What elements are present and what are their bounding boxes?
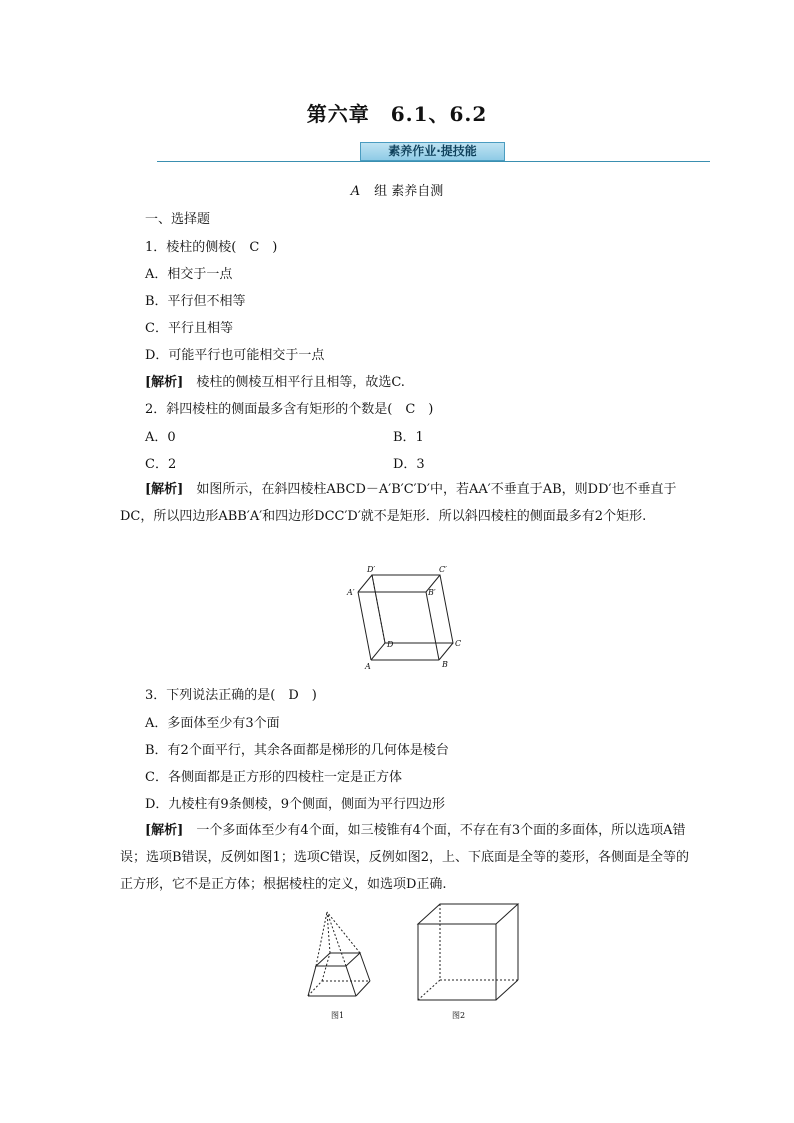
q1-option-a: A．相交于一点 [145,267,233,282]
q2-analysis [120,476,690,530]
figure-2-caption: 图2 [452,1011,466,1020]
section-title: 一、选择题 [145,212,211,227]
label-c-prime: C′ [439,565,447,574]
q3-option-a: A．多面体至少有3个面 [145,716,280,731]
label-b-prime: B′ [428,588,436,597]
header-rule [157,161,710,162]
prism-top-face [372,575,453,643]
q2-analysis-text: 如图所示，在斜四棱柱ABCD－A′B′C′D′中，若AA′不垂直于AB，则DD′也不垂直于DC，所以四边形ABB′A′和四边形DCC′D′就不是矩形．所以斜四棱柱的侧面最多有2个矩形. [120,482,677,524]
q1-analysis-text: 棱柱的侧棱互相平行且相等，故选C. [183,375,405,390]
group-heading [0,180,794,199]
label-b: B [442,660,448,669]
oblique-prism-figure [347,560,470,672]
q3-option-c: C．各侧面都是正方形的四棱柱一定是正方体 [145,770,402,785]
q3-stem: 3．下列说法正确的是( D ) [145,688,317,703]
group-letter: A [350,184,361,199]
q1-analysis [145,371,405,390]
figure-2-prism [410,900,525,1026]
page-title: 第六章 6.1、6.2 [306,102,488,126]
figure-1-frustum [298,906,378,1026]
q2-analysis-tag: [解析] [145,482,184,497]
q2-option-c: C．2 [145,457,177,472]
q1-stem: 1．棱柱的侧棱( C ) [145,240,278,255]
q2-option-d: D．3 [393,457,425,472]
q3-option-b: B．有2个面平行，其余各面都是梯形的几何体是棱台 [145,743,449,758]
q3-analysis-tag: [解析] [145,823,184,838]
label-a-prime: A′ [347,588,355,597]
figure-1-caption: 图1 [331,1011,345,1020]
group-label: 组 素养自测 [374,184,444,199]
q1-option-d: D．可能平行也可能相交于一点 [145,348,325,363]
q3-option-d: D．九棱柱有9条侧棱，9个侧面，侧面为平行四边形 [145,797,445,812]
label-c: C [455,639,462,648]
label-a: A [365,662,371,671]
label-d: D [387,640,394,649]
q1-option-c: C．平行且相等 [145,321,233,336]
section-banner: 素养作业·提技能 [360,142,505,161]
q1-option-b: B．平行但不相等 [145,294,246,309]
q3-analysis-text: 一个多面体至少有4个面，如三棱锥有4个面，不存在有3个面的多面体，所以选项A错误；选项B错误，反例如图1；选项C错误，反例如图2，上、下底面是全等的菱形，各侧面是全等的正方形，它不是正方体；根据棱柱的定义，如选项D正确. [120,823,690,892]
label-d-prime: D′ [367,565,376,574]
q3-analysis [120,817,690,898]
q1-analysis-tag: [解析] [145,375,184,390]
q2-option-b: B．1 [393,430,424,445]
q2-stem: 2．斜四棱柱的侧面最多含有矩形的个数是( C ) [145,402,434,417]
q2-option-a: A．0 [145,430,176,445]
